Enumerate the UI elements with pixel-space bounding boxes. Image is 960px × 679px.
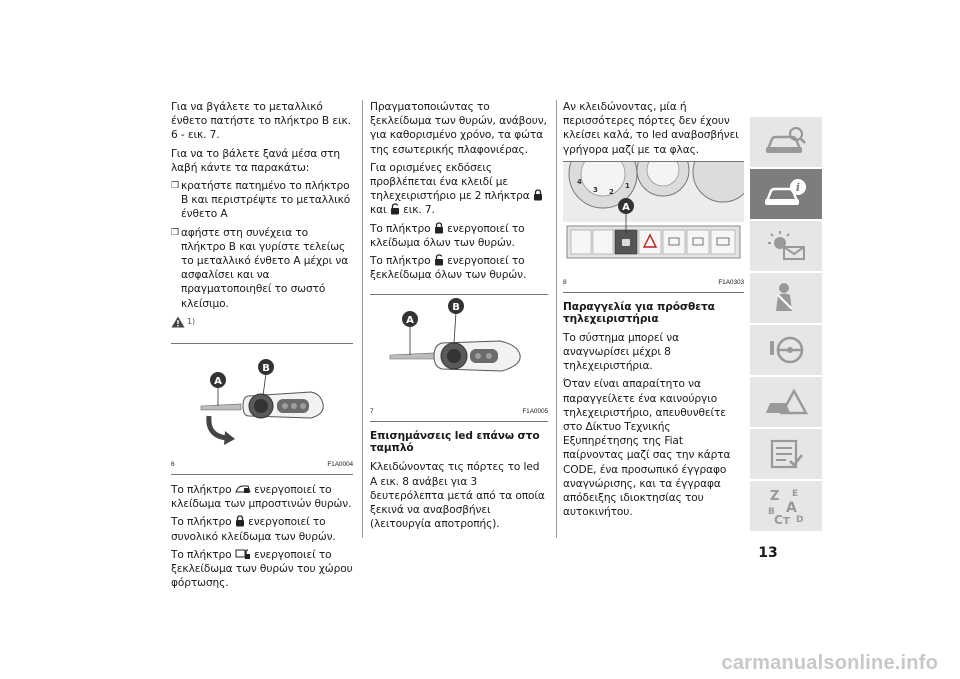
paragraph: Το σύστημα μπορεί να αναγνωρίσει μέχρι 8 τηλεχειριστήρια.	[563, 331, 679, 373]
figure-number: 6	[171, 460, 175, 468]
index-letter: C	[774, 513, 783, 526]
bullet-mark: ❒	[171, 227, 179, 238]
page-number: 13	[758, 545, 778, 561]
sidebar-tab-dashboard[interactable]	[750, 117, 822, 169]
paragraph: Το πλήκτρο ενεργοποιεί το συνολικό κλείδωμα των θυρών.	[171, 516, 336, 543]
paragraph: Κλειδώνοντας τις πόρτες το led A εικ. 8 ανάβει για 3 δευτερόλεπτα μετά από τα οποία ξεκινά να αναβοσβήνει (λειτουργία αποτροπής).	[370, 461, 545, 531]
unlock-icon	[390, 203, 400, 215]
figure-code: F1A0005	[522, 408, 548, 416]
paragraph: Για να βγάλετε το μεταλλικό ένθετο πατήστε το πλήκτρο B εικ. 6 - εικ. 7.	[171, 101, 351, 142]
car-breakdown-icon	[764, 385, 808, 419]
callout-a-label: A	[214, 376, 222, 388]
info-letter: i	[795, 181, 801, 194]
index-letter: D	[796, 515, 804, 525]
front-doors-lock-icon	[235, 483, 251, 495]
warning-reference	[171, 315, 353, 329]
section-heading: Επισημάνσεις led επάνω στο ταμπλό	[370, 430, 540, 455]
dial-number: 1	[625, 181, 630, 190]
steering-wheel-icon	[764, 333, 808, 367]
column-divider	[556, 100, 557, 538]
paragraph: Το πλήκτρο ενεργοποιεί το ξεκλείδωμα όλων των θυρών.	[370, 255, 527, 282]
column-1	[171, 100, 353, 594]
person-seatbelt-icon	[764, 281, 808, 315]
checklist-icon	[764, 437, 808, 471]
paragraph: Για να το βάλετε ξανά μέσα στη λαβή κάντε τα παρακάτω:	[171, 147, 341, 174]
index-letter: E	[792, 489, 799, 499]
column-2	[370, 100, 548, 535]
warning-ref-text: 1)	[187, 316, 196, 326]
figure-number: 7	[370, 408, 374, 416]
index-letter: Z	[770, 489, 780, 504]
warning-lights-icon	[764, 229, 808, 263]
lock-icon	[533, 189, 543, 201]
watermark-text: carmanualsonline.info	[721, 652, 938, 674]
column-3	[563, 100, 744, 523]
list-item	[171, 226, 353, 311]
paragraph: Το πλήκτρο ενεργοποιεί το κλείδωμα όλων των θυρών.	[370, 222, 525, 249]
cargo-doors-unlock-icon	[235, 548, 251, 560]
sidebar-tab-emergency[interactable]	[750, 377, 822, 429]
bullet-mark: ❒	[171, 181, 179, 192]
dial-number: 3	[593, 185, 598, 194]
figure-7	[370, 294, 548, 422]
sidebar-tab-safety[interactable]	[750, 273, 822, 325]
dial-number: 2	[609, 187, 614, 196]
key-fob-2-button-illustration	[370, 295, 548, 421]
dial-number: 4	[577, 177, 582, 186]
sidebar-tab-warning-lights[interactable]	[750, 221, 822, 273]
figure-number: 8	[563, 278, 567, 286]
dashboard-illustration	[563, 162, 744, 292]
figure-code: F1A0004	[327, 460, 353, 468]
paragraph: Το πλήκτρο ενεργοποιεί το κλείδωμα των μπροστινών θυρών.	[171, 484, 352, 511]
figure-8	[563, 161, 744, 293]
car-info-icon	[764, 177, 808, 211]
key-fob-illustration	[171, 344, 353, 474]
sidebar-tab-maintenance[interactable]	[750, 429, 822, 481]
index-letter: B	[768, 507, 775, 517]
list-item-text: αφήστε στη συνέχεια το πλήκτρο B και γυρίστε τελείως το μεταλλικό ένθετο A μέχρι να ασφαλίσει και να πραγματοποιηθεί το σωστό κλείσιμο.	[181, 226, 349, 310]
lock-icon	[434, 222, 444, 234]
sidebar-tab-index[interactable]	[750, 481, 822, 533]
callout-a-label: A	[622, 201, 630, 213]
index-letter: T	[783, 516, 790, 526]
index-letter: A	[786, 500, 797, 516]
section-heading: Παραγγελία για πρόσθετα τηλεχειριστήρια	[563, 300, 715, 325]
sidebar-tab-getting-to-know[interactable]	[750, 169, 822, 221]
chapter-sidebar	[750, 117, 822, 533]
sidebar-tab-starting-driving[interactable]	[750, 325, 822, 377]
paragraph: Πραγματοποιώντας το ξεκλείδωμα των θυρών, ανάβουν, για καθορισμένο χρόνο, τα φώτα της εσωτερικής πλαφονιέρας.	[370, 101, 547, 156]
paragraph: Για ορισμένες εκδόσεις προβλέπεται ένα κλειδί με τηλεχειριστήριο με 2 πλήκτρα και εικ. 7.	[370, 161, 548, 218]
list-item-text: κρατήστε πατημένο το πλήκτρο B και περιστρέψτε το μεταλλικό ένθετο A	[181, 180, 351, 221]
figure-code: F1A0303	[718, 278, 744, 286]
callout-a-label: A	[406, 315, 414, 327]
paragraph: Όταν είναι απαραίτητο να παραγγείλετε ένα καινούργιο τηλεχειριστήριο, απευθυνθείτε στο Δίκτυο Τεχνικής Εξυπηρέτησης της Fiat παίρνοντας μαζί σας την κάρτα CODE, ένα προσωπικό έγγραφο αναγνώρισης, και τα έγγραφα απόδειξης ιδιοκτησίας του αυτοκινήτου.	[563, 378, 731, 519]
callout-b-label: B	[452, 302, 460, 314]
alphabet-index-icon	[764, 486, 808, 526]
paragraph: Το πλήκτρο ενεργοποιεί το ξεκλείδωμα των θυρών του χώρου φόρτωσης.	[171, 548, 353, 590]
unlock-icon	[434, 254, 444, 266]
column-divider	[362, 100, 363, 538]
figure-6	[171, 343, 353, 475]
car-search-icon	[764, 125, 808, 159]
lock-icon	[235, 515, 245, 527]
paragraph: Αν κλειδώνοντας, μία ή περισσότερες πόρτες δεν έχουν κλείσει καλά, το led αναβοσβήνει γρήγορα μαζί με τα φλας.	[563, 101, 739, 156]
list-item	[171, 179, 353, 222]
callout-b-label: B	[262, 363, 270, 375]
warning-triangle-icon	[171, 316, 185, 328]
